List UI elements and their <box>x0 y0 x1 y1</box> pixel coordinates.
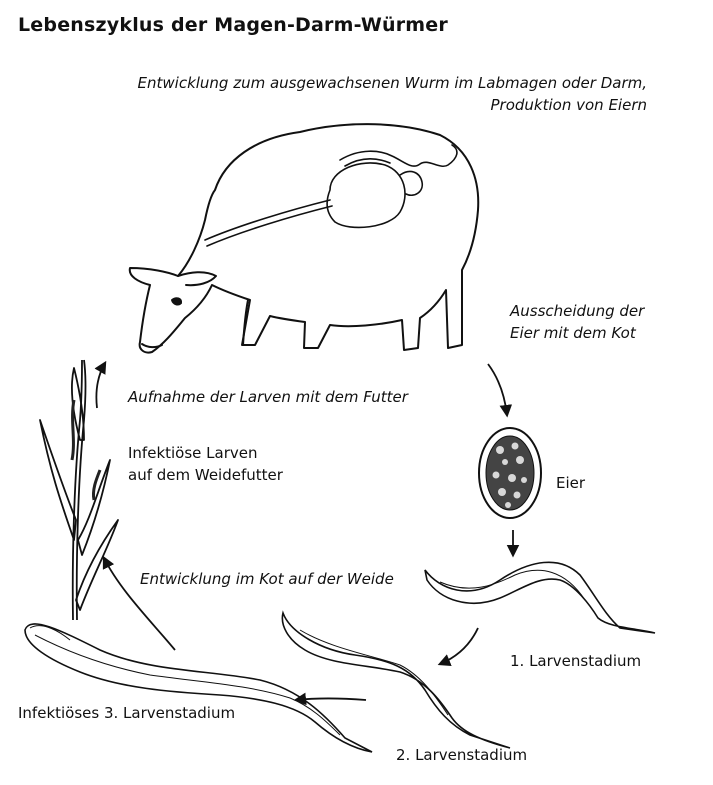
arrow-l2-to-l3 <box>296 699 366 701</box>
esophagus-icon-2 <box>207 206 332 246</box>
diagram-title: Lebenszyklus der Magen-Darm-Würmer <box>18 14 448 36</box>
intestine-icon <box>340 145 457 166</box>
sheep-eye <box>172 298 181 304</box>
arrow-sheep-to-egg <box>488 364 507 415</box>
label-excretion-line2: Eier mit dem Kot <box>510 324 636 342</box>
sheep-body-outline <box>130 124 479 352</box>
larva-on-grass <box>72 400 74 460</box>
arrow-grass-to-sheep <box>96 363 105 408</box>
larva-stage3-illustration <box>25 624 372 752</box>
label-stage1: 1. Larvenstadium <box>510 652 642 670</box>
label-excretion-line1: Ausscheidung der <box>510 302 645 320</box>
label-stage3: Infektiöses 3. Larvenstadium <box>18 704 236 722</box>
label-development-line1: Entwicklung zum ausgewachsenen Wurm im Labmagen oder Darm, <box>137 74 647 92</box>
rumen-icon <box>327 163 405 227</box>
grass-blade-left <box>40 420 76 540</box>
esophagus-icon <box>205 200 330 240</box>
label-stage2: 2. Larvenstadium <box>396 746 528 764</box>
grass-blade-right <box>78 460 110 555</box>
label-infectious-line1: Infektiöse Larven <box>128 444 258 462</box>
sheep-illustration <box>130 124 479 352</box>
label-eggs: Eier <box>556 474 586 492</box>
sheep-hoof-line <box>243 300 248 345</box>
grass-illustration <box>40 360 118 620</box>
label-development-feces: Entwicklung im Kot auf der Weide <box>140 570 394 588</box>
arrow-l1-to-l2 <box>440 628 478 664</box>
sheep-organs <box>205 145 457 246</box>
label-development-line2: Produktion von Eiern <box>490 96 647 114</box>
sheep-mouth <box>142 344 162 347</box>
egg-illustration <box>479 428 541 518</box>
larva-stage1-illustration <box>425 562 655 633</box>
sheep-ear <box>178 272 216 285</box>
label-uptake: Aufnahme der Larven mit dem Futter <box>128 388 408 406</box>
label-infectious-line2: auf dem Weidefutter <box>128 466 283 484</box>
